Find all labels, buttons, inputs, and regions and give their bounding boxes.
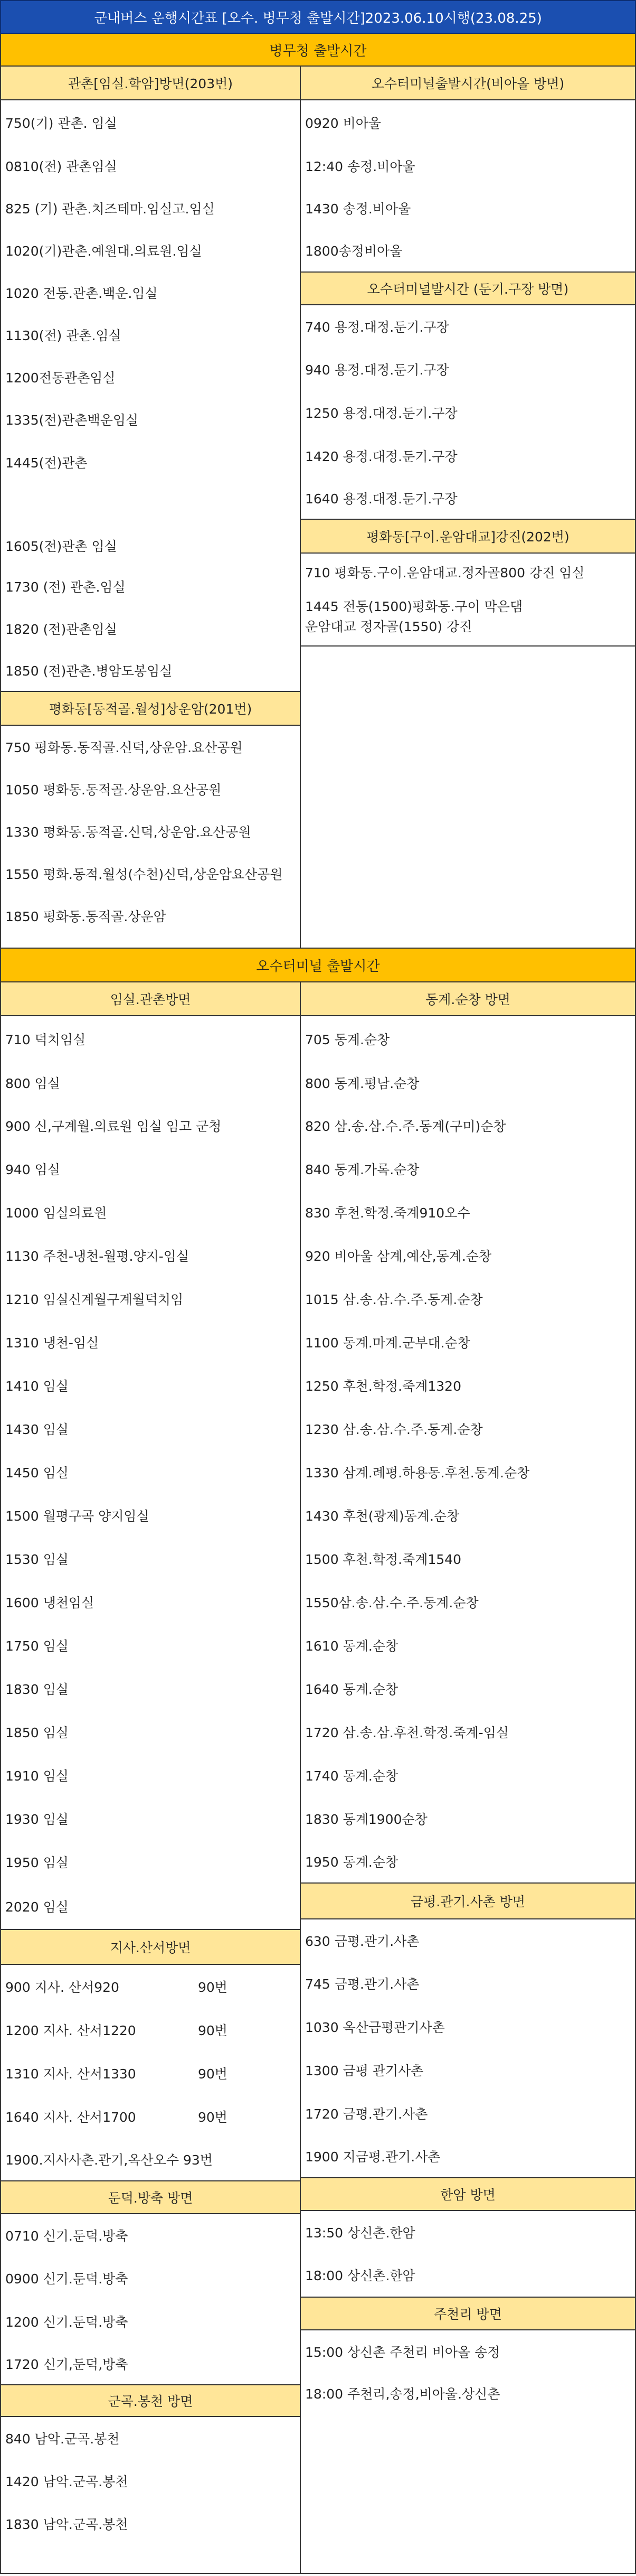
list-item: 1500 후천.학정.죽계1540 — [305, 1552, 461, 1567]
list-dundeok-bangchuk — [1, 2214, 300, 2384]
column-left-sec2 — [1, 982, 301, 2573]
list-item: 1605(전)관촌 임실 — [5, 539, 117, 554]
blank-row — [1, 484, 300, 526]
list-item: 1200전동관촌임실 — [5, 370, 116, 386]
list-item: 1015 삼.송.삼.수.주.동계.순창 — [305, 1292, 483, 1307]
list-item: 1250 후천.학정.죽계1320 — [305, 1379, 461, 1394]
list-hanam — [301, 2211, 635, 2297]
list-item: 1130(전) 관촌.임실 — [5, 328, 121, 343]
list-item: 13:50 상신촌.한암 — [305, 2225, 415, 2241]
list-item: 745 금평.관기.사촌 — [305, 1977, 420, 1992]
list-item: 18:00 주천리,송정,비아울.상신촌 — [305, 2386, 500, 2402]
header-gwanchon: 관촌[임실.학암]방면(203번) — [1, 67, 300, 100]
header-jucheonri: 주천리 방면 — [301, 2297, 635, 2330]
list-imsil-gwanchon — [1, 1016, 300, 1929]
list-item: 900 신,구계월.의료원 임실 임고 군청 — [5, 1119, 222, 1134]
list-item: 1550삼.송.삼.수.주.동계.순창 — [305, 1595, 479, 1610]
list-item: 1420 용정.대정.둔기.구장 — [305, 449, 458, 464]
list-item: 1950 임실 — [5, 1855, 69, 1870]
list-item: 1740 동계.순창 — [305, 1768, 398, 1784]
list-item: 840 동계.가록.순창 — [305, 1162, 420, 1177]
list-item: 1335(전)관촌백운임실 — [5, 413, 139, 428]
section-title-osu-terminal: 오수터미널 출발시간 — [0, 949, 636, 982]
header-dungi-gujang: 오수터미널발시간 (둔기.구장 방면) — [301, 271, 635, 305]
page-title: 군내버스 운행시간표 [오수. 병무청 출발시간]2023.06.10시행(23.08.25) — [0, 0, 636, 34]
list-pyeonghwadong-202 — [301, 554, 635, 645]
list-item: 1720 삼.송.삼.후천.학정.죽계-임실 — [305, 1725, 509, 1740]
list-item: 830 후천.학정.죽계910오수 — [305, 1205, 470, 1221]
list-item: 1050 평화동.동적골.상운암.요산공원 — [5, 782, 222, 798]
list-item: 1550 평화.동적.월성(수천)신덕,상운암요산공원 — [5, 867, 283, 882]
trip-text: 1310 지사. 산서1330 — [5, 2066, 136, 2082]
list-item: 1445 전동(1500)평화동.구이 막은댐 운암대교 정자골(1550) 강진 — [305, 599, 523, 634]
list-item: 710 평화동.구이.운암대교.정자골800 강진 임실 — [305, 565, 585, 580]
list-item: 1910 임실 — [5, 1768, 69, 1784]
header-geumpyeong-gwangi: 금평.관기.사촌 방면 — [301, 1882, 635, 1919]
list-item: 2020 임실 — [5, 1899, 69, 1915]
list-jucheonri — [301, 2330, 635, 2414]
list-item: 1130 주천-냉천-월평.양지-임실 — [5, 1249, 189, 1264]
list-item: 1210 임실신계월구계월덕치임 — [5, 1292, 184, 1307]
route-number: 90번 — [198, 2110, 227, 2125]
list-item: 710 덕치임실 — [5, 1032, 86, 1047]
list-item: 1250 용정.대정.둔기.구장 — [305, 406, 458, 421]
list-item: 1900.지사사촌.관기,옥산오수 93번 — [5, 2152, 213, 2168]
list-item: 18:00 상신촌.한암 — [305, 2268, 415, 2283]
list-item — [1, 2095, 300, 2138]
route-number: 90번 — [198, 1980, 227, 1995]
list-item — [1, 2008, 300, 2052]
list-item: 1730 (전) 관촌.임실 — [5, 579, 126, 595]
section-byungmucheong — [0, 67, 636, 949]
list-gwanchon — [1, 100, 300, 691]
list-item: 800 임실 — [5, 1076, 60, 1091]
list-item: 1450 임실 — [5, 1465, 69, 1481]
header-hanam: 한암 방면 — [301, 2177, 635, 2211]
list-gungok-bongcheon — [1, 2417, 300, 2545]
column-right-sec1 — [301, 67, 635, 948]
list-item: 1100 동계.마계.군부대.순창 — [305, 1335, 470, 1351]
section-title-byungmucheong: 병무청 출발시간 — [0, 34, 636, 67]
list-item: 1930 임실 — [5, 1812, 69, 1827]
list-item: 705 동계.순창 — [305, 1032, 390, 1047]
list-item: 1720 금평.관기.사촌 — [305, 2106, 428, 2122]
list-item: 1800송정비아울 — [305, 243, 403, 259]
list-item: 1300 금평 관기사촌 — [305, 2063, 424, 2078]
list-item: 1850 임실 — [5, 1725, 69, 1740]
header-dundeok-bangchuk: 둔덕.방축 방면 — [1, 2180, 300, 2214]
list-pyeonghwadong-201 — [1, 726, 300, 937]
list-item: 1330 평화동.동적골.신덕,상운암.요산공원 — [5, 825, 251, 840]
list-item: 1900 지금평.관기.사촌 — [305, 2149, 441, 2165]
list-item — [1, 2052, 300, 2095]
column-right-sec2 — [301, 982, 635, 2573]
list-item: 0810(전) 관촌임실 — [5, 159, 117, 174]
list-item: 1430 후천(광제)동계.순창 — [305, 1509, 460, 1524]
section-osu-terminal — [0, 982, 636, 2574]
list-item — [1, 1965, 300, 2008]
list-item: 1030 옥산금평관기사촌 — [305, 2020, 445, 2035]
list-item: 750 평화동.동적골.신덕,상운암.요산공원 — [5, 740, 243, 755]
list-item: 1830 임실 — [5, 1682, 69, 1697]
list-item: 12:40 송정.비아울 — [305, 159, 415, 174]
header-gungok-bongcheon: 군곡.봉천 방면 — [1, 2384, 300, 2417]
list-item: 1500 월평구곡 양지임실 — [5, 1509, 149, 1524]
list-item: 840 남악.군곡.봉천 — [5, 2431, 120, 2447]
list-item: 1420 남악.군곡.봉천 — [5, 2474, 128, 2489]
list-item: 0710 신기.둔덕.방축 — [5, 2228, 128, 2244]
list-item: 1640 용정.대정.둔기.구장 — [305, 491, 458, 507]
list-jisa-sanseo — [1, 1965, 300, 2180]
list-item: 750(기) 관촌. 임실 — [5, 116, 117, 131]
header-pyeonghwadong-202: 평화동[구이.운암대교]강진(202번) — [301, 519, 635, 554]
list-item: 1830 남악.군곡.봉천 — [5, 2517, 128, 2532]
list-item: 1430 임실 — [5, 1422, 69, 1437]
list-item: 820 삼.송.삼.수.주.동계(구미)순창 — [305, 1119, 506, 1134]
column-left-sec1 — [1, 67, 301, 948]
header-imsil-gwanchon: 임실.관촌방면 — [1, 982, 300, 1016]
route-number: 90번 — [198, 2023, 227, 2038]
list-item: 1820 (전)관촌임실 — [5, 622, 117, 637]
right-column-empty-area — [301, 645, 635, 647]
list-item: 1445(전)관촌 — [5, 455, 88, 471]
list-item: 630 금평.관기.사촌 — [305, 1934, 420, 1949]
list-item: 1850 (전)관촌.병암도봉임실 — [5, 663, 173, 679]
list-item: 0920 비아울 — [305, 116, 382, 131]
list-item: 920 비아울 삼계,예산,동계.순창 — [305, 1249, 492, 1264]
list-item: 740 용정.대정.둔기.구장 — [305, 320, 449, 335]
route-number: 90번 — [198, 2066, 227, 2082]
list-item: 800 동계.평남.순창 — [305, 1076, 420, 1091]
list-biaol — [301, 100, 635, 271]
list-item: 0900 신기.둔덕.방축 — [5, 2271, 128, 2287]
list-donggye-sunchang — [301, 1016, 635, 1882]
list-item: 1950 동계.순창 — [305, 1854, 398, 1870]
list-item: 1200 신기.둔덕.방축 — [5, 2315, 128, 2330]
list-item: 1000 임실의료원 — [5, 1205, 107, 1221]
list-item: 1020 전동.관촌.백운.임실 — [5, 286, 158, 301]
list-item: 1530 임실 — [5, 1552, 69, 1567]
list-dungi-gujang — [301, 305, 635, 519]
list-item: 1020(기)관촌.예원대.의료원.임실 — [5, 243, 202, 259]
list-item: 1610 동계.순창 — [305, 1638, 398, 1654]
list-item: 940 용정.대정.둔기.구장 — [305, 362, 449, 378]
list-item: 940 임실 — [5, 1162, 60, 1177]
list-item: 1850 평화동.동적골.상운암 — [5, 909, 166, 924]
header-pyeonghwadong-201: 평화동[동적골.월성]상운암(201번) — [1, 691, 300, 726]
trip-text: 1200 지사. 산서1220 — [5, 2023, 136, 2038]
list-item: 1310 냉천-임실 — [5, 1335, 99, 1351]
list-item: 825 (기) 관촌.치즈테마.임실고.임실 — [5, 201, 215, 217]
list-item: 1410 임실 — [5, 1379, 69, 1394]
list-item: 1600 냉천임실 — [5, 1595, 94, 1610]
list-item: 1720 신기,둔덕,방축 — [5, 2357, 128, 2372]
list-item: 1330 삼계.례평.하용동.후천.동계.순창 — [305, 1465, 530, 1481]
header-donggye-sunchang: 동계.순창 방면 — [301, 982, 635, 1016]
list-item: 1830 동계1900순창 — [305, 1812, 428, 1827]
list-item: 1430 송정.비아울 — [305, 201, 411, 217]
header-jisa-sanseo: 지사.산서방면 — [1, 1929, 300, 1965]
list-geumpyeong-gwangi — [301, 1919, 635, 2177]
trip-text: 900 지사. 산서920 — [5, 1980, 119, 1995]
list-item: 1230 삼.송.삼.수.주.동계.순창 — [305, 1422, 483, 1437]
list-item: 1750 임실 — [5, 1638, 69, 1654]
list-item: 15:00 상신촌 주천리 비아올 송정 — [305, 2345, 500, 2360]
header-biaol: 오수터미널출발시간(비아올 방면) — [301, 67, 635, 100]
list-item: 1640 동계.순창 — [305, 1682, 398, 1697]
trip-text: 1640 지사. 산서1700 — [5, 2110, 136, 2125]
